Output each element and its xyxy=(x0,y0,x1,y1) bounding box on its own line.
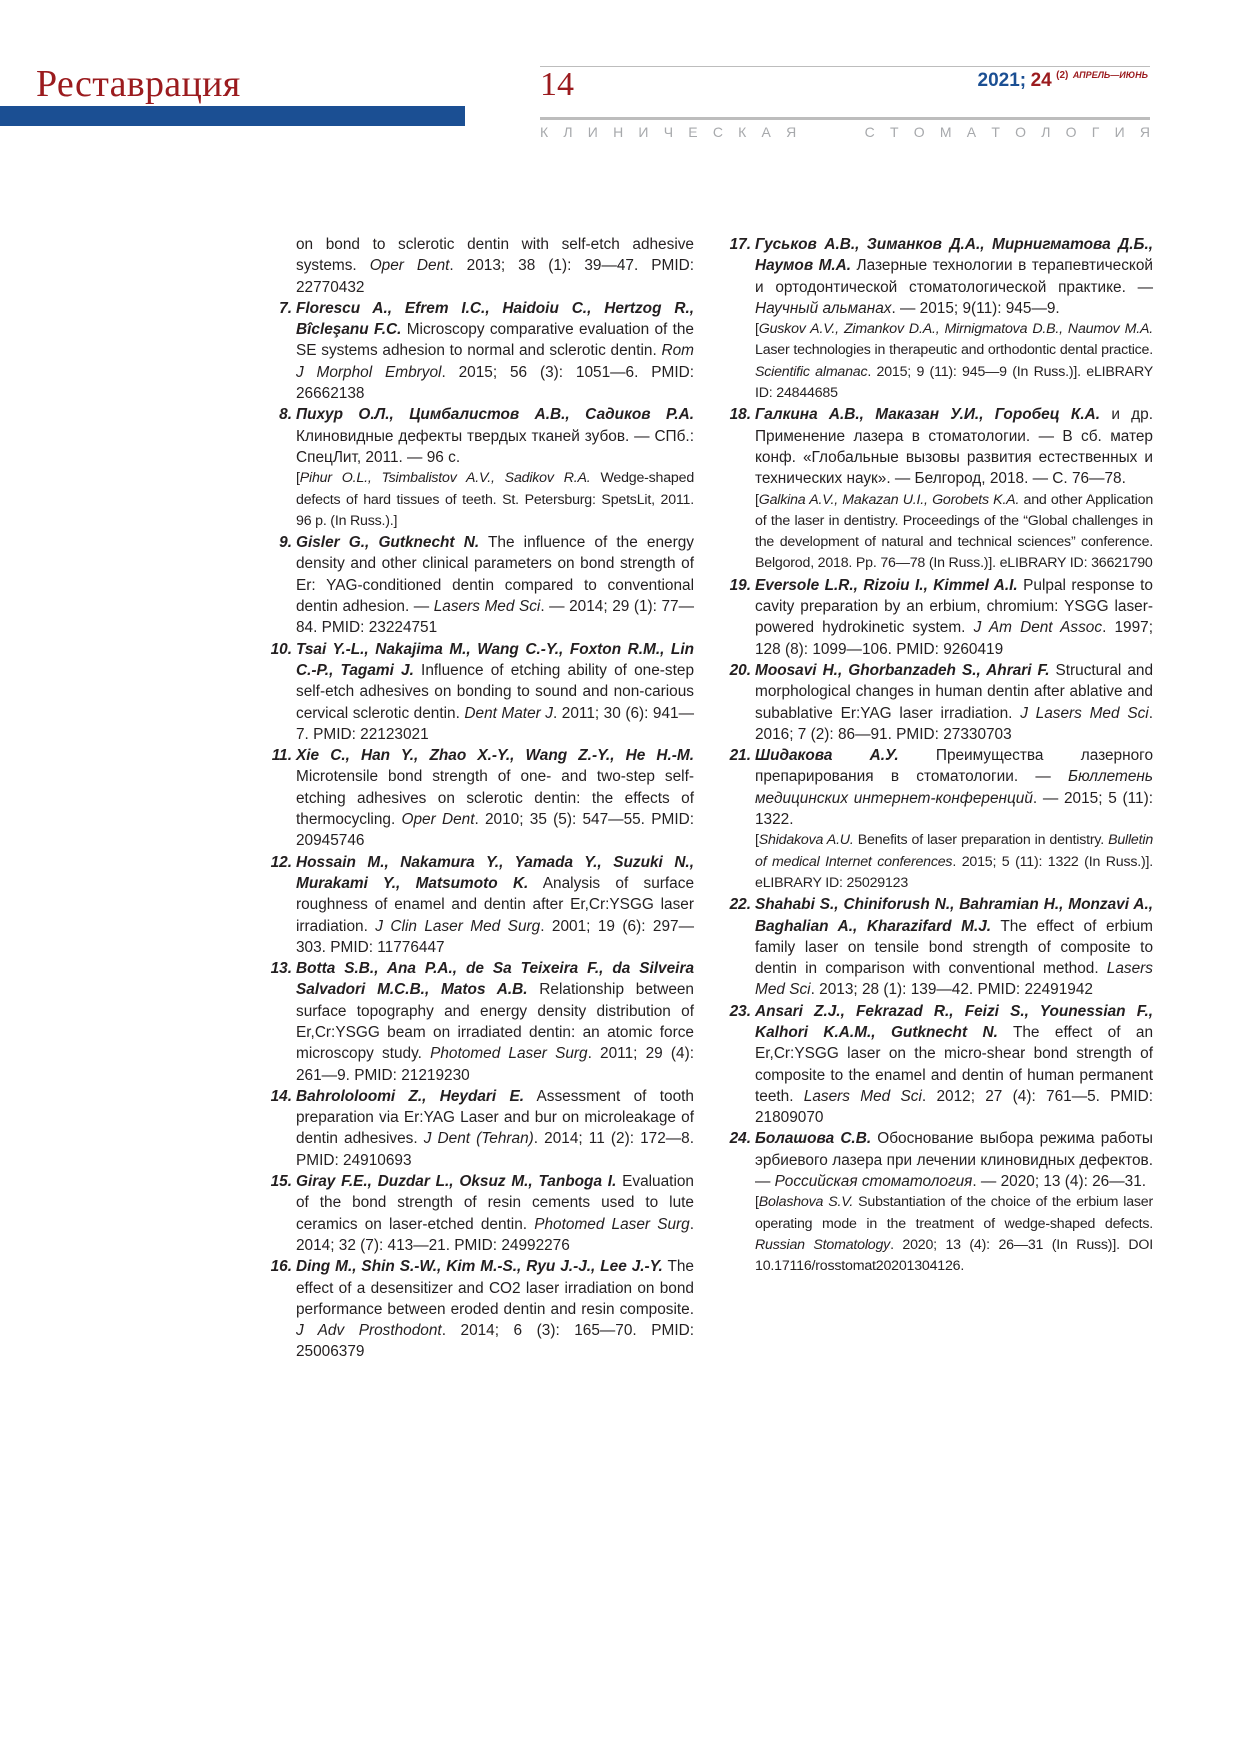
translation-title: Wedge-shaped defects of hard tissues of teeth. St. Petersburg: SpetsLit, 2011. 96 p. (In Russ.).] xyxy=(296,470,695,529)
reference-authors: Florescu A., Efrem I.C., Haidoiu C., Hertzog R., Bîcleşanu F.C. xyxy=(296,299,694,339)
journal-letter: О xyxy=(1015,124,1029,140)
reference-journal: Photomed Laser Surg xyxy=(534,1215,690,1233)
reference-item xyxy=(729,660,1154,745)
reference-authors: Гуськов А.В., Зиманков Д.А., Мирнигматова Д.Б., Наумов М.А. xyxy=(755,236,1153,275)
reference-number: 7. xyxy=(279,299,292,317)
reference-authors: Галкина А.В., Маказан У.И., Горобец К.А. xyxy=(755,406,1101,424)
reference-journal: J Clin Laser Med Surg xyxy=(375,917,541,935)
journal-letter: Я xyxy=(786,124,799,140)
page-number: 14 xyxy=(540,66,574,103)
reference-item xyxy=(729,745,1154,894)
journal-letter: А xyxy=(761,124,773,140)
reference-item xyxy=(729,1001,1153,1129)
translation-bracket: [ xyxy=(296,470,300,487)
reference-authors: Bahrololoomi Z., Heydari E. xyxy=(296,1087,525,1105)
translation-authors: Guskov A.V., Zimankov D.A., Mirnigmatova D.B., Naumov M.A. xyxy=(758,321,1153,338)
reference-title: Relationship between surface topography and energy density distribution of Er,Cr:YSGG beam on irradiated dentin: an atomic force microscopy study. xyxy=(296,981,694,1063)
journal-name xyxy=(540,124,1152,140)
journal-letter: И xyxy=(638,124,651,140)
reference-translation xyxy=(755,830,1153,894)
issue-number: (2) xyxy=(1056,70,1069,81)
reference-authors: Болашова С.В. xyxy=(755,1130,872,1148)
reference-id: PMID: 9260419 xyxy=(896,640,1004,658)
references-right-column xyxy=(729,234,1154,1278)
reference-journal: Photomed Laser Surg xyxy=(430,1045,588,1063)
reference-id: PMID: 21219230 xyxy=(354,1066,470,1084)
journal-letter: Т xyxy=(890,124,901,140)
reference-id: PMID: 22491942 xyxy=(977,981,1093,999)
reference-authors: Botta S.B., Ana P.A., de Sa Teixeira F., da Silveira Salvadori M.C.B., Matos A.B. xyxy=(296,960,694,999)
translation-id: DOI 10.17116/rosstomat20201304126. xyxy=(755,1236,1153,1275)
reference-journal: Lasers Med Sci xyxy=(803,1087,922,1105)
journal-letter: Т xyxy=(991,124,1002,140)
reference-number: 23. xyxy=(729,1002,751,1020)
reference-details: . 2013; 28 (1): 139—42. xyxy=(810,981,978,999)
translation-id: eLIBRARY ID: 24844685 xyxy=(755,363,1153,402)
reference-journal: Бюллетень медицинских интернет-конференций xyxy=(755,768,1153,807)
reference-number: 15. xyxy=(270,1173,292,1191)
section-title: Реставрация xyxy=(36,63,241,105)
journal-letter: Л xyxy=(563,124,575,140)
continuation-journal: Oper Dent xyxy=(369,257,450,275)
reference-title: Evaluation of the bond strength of resin cements used to lute ceramics on laser-etched dentin. xyxy=(296,1173,694,1233)
reference-number: 16. xyxy=(270,1258,292,1276)
reference-number: 8. xyxy=(279,406,292,424)
journal-letter: М xyxy=(939,124,954,140)
reference-details: . 2014; 32 (7): 413—21. xyxy=(296,1215,694,1254)
reference-details: . 2001; 19 (6): 297—303. xyxy=(296,917,695,956)
continuation-pmid: PMID: 22770432 xyxy=(296,257,694,296)
reference-id: PMID: 27330703 xyxy=(896,725,1012,743)
journal-letter: О xyxy=(913,124,927,140)
reference-id: PMID: 24992276 xyxy=(454,1236,570,1254)
reference-details: . — 2020; 13 (4): 26—31. xyxy=(972,1173,1147,1191)
translation-journal: Russian Stomatology xyxy=(755,1236,891,1253)
reference-item xyxy=(279,404,695,532)
reference-number: 20. xyxy=(729,661,751,679)
reference-title: Преимущества лазерного препарирования в стоматологии. — xyxy=(755,747,1153,786)
translation-bracket: [ xyxy=(755,491,759,508)
header-accent-bar xyxy=(0,106,465,126)
reference-authors: Shahabi S., Chiniforush N., Bahramian H., Monzavi A., Baghalian A., Kharazifard M.J. xyxy=(755,896,1153,935)
reference-item xyxy=(729,894,1153,1000)
translation-id: eLIBRARY ID: 36621790 xyxy=(999,555,1153,572)
reference-authors: Eversole L.R., Rizoiu I., Kimmel A.I. xyxy=(755,576,1018,594)
reference-details: . — 2014; 29 (1): 77—84. xyxy=(296,598,695,637)
reference-authors: Ansari Z.J., Fekrazad R., Feizi S., Younessian F., Kalhori K.A.M., Gutknecht N. xyxy=(755,1002,1153,1041)
header-rule-top xyxy=(540,66,1150,67)
reference-authors: Шидакова А.У. xyxy=(755,747,899,765)
journal-letter: О xyxy=(1065,124,1079,140)
reference-item xyxy=(729,575,1153,660)
reference-title: Клиновидные дефекты твердых тканей зубов. — СПб.: СпецЛит, 2011. — 96 с. xyxy=(296,427,694,466)
reference-item xyxy=(270,639,694,745)
reference-item xyxy=(729,1128,1154,1277)
reference-journal: Oper Dent xyxy=(401,811,475,829)
reference-number: 22. xyxy=(729,896,751,914)
reference-authors: Hossain M., Nakamura Y., Yamada Y., Suzuki N., Murakami Y., Matsumoto K. xyxy=(296,853,694,892)
reference-journal: Rom J Morphol Embryol xyxy=(296,342,694,381)
translation-authors: Shidakova A.U. xyxy=(758,832,854,849)
translation-bracket: [ xyxy=(755,832,759,849)
translation-title: Benefits of laser preparation in dentistry. xyxy=(853,832,1109,849)
reference-translation xyxy=(755,1192,1153,1277)
reference-authors: Giray F.E., Duzdar L., Oksuz M., Tanboga I. xyxy=(296,1173,617,1191)
reference-authors: Пихур О.Л., Цимбалистов А.В., Садиков Р.А. xyxy=(296,406,694,424)
journal-letter: С xyxy=(712,124,725,140)
translation-bracket: [ xyxy=(755,1194,759,1211)
reference-id: PMID: 24910693 xyxy=(296,1151,412,1169)
reference-details: . 2012; 27 (4): 761—5. xyxy=(921,1087,1111,1105)
journal-spacer xyxy=(811,124,851,140)
issue-year: 2021; xyxy=(977,70,1027,91)
reference-journal: J Am Dent Assoc xyxy=(973,619,1103,637)
reference-journal: Lasers Med Sci xyxy=(755,960,1153,999)
reference-id: PMID: 22123021 xyxy=(313,725,429,743)
translation-authors: Bolashova S.V. xyxy=(758,1194,854,1211)
translation-journal: Scientific almanac xyxy=(755,363,868,380)
reference-journal: Научный альманах xyxy=(755,299,892,317)
reference-details: . — 2015; 5 (11): 1322. xyxy=(755,789,1153,829)
reference-authors: Xie C., Han Y., Zhao X.-Y., Wang Z.-Y., He H.-M. xyxy=(296,747,694,765)
continuation-details: . 2013; 38 (1): 39—47. xyxy=(449,257,639,275)
reference-id: PMID: 23224751 xyxy=(321,619,438,637)
reference-authors: Ding M., Shin S.-W., Kim M.-S., Ryu J.-J., Lee J.-Y. xyxy=(296,1258,663,1276)
reference-title: Assessment of tooth preparation via Er:YAG Laser and bur on microleakage of dentin adhesives. xyxy=(296,1087,694,1148)
reference-authors: Gisler G., Gutknecht N. xyxy=(296,534,480,552)
reference-authors: Moosavi H., Ghorbanzadeh S., Ahrari F. xyxy=(755,661,1050,679)
reference-number: 17. xyxy=(729,236,751,253)
continuation-text: on bond to sclerotic dentin with self-etch adhesive systems. xyxy=(296,236,694,275)
translation-journal: Bulletin of medical Internet conferences xyxy=(755,832,1154,870)
reference-title: и др. Применение лазера в стоматологии. — В сб. матер конф. «Глобальные вызовы развития естественных и технических наук». — Белгород, 2018. — С. 76—78. xyxy=(755,406,1153,488)
translation-authors: Galkina A.V., Makazan U.I., Gorobets K.A. xyxy=(758,491,1020,508)
journal-letter: Н xyxy=(613,124,626,140)
reference-title: Лазерные технологии в терапевтической и ортодонтической стоматологической практике. — xyxy=(755,257,1153,296)
journal-letter: К xyxy=(540,124,551,140)
reference-item xyxy=(270,1171,694,1256)
reference-details: . 1997; 128 (8): 1099—106. xyxy=(755,619,1153,658)
reference-number: 19. xyxy=(729,576,751,594)
reference-item xyxy=(270,1256,694,1362)
reference-title: Обоснование выбора режима работы эрбиевого лазера при лечении клиновидных дефектов. — xyxy=(755,1130,1153,1191)
reference-journal: Российская стоматология xyxy=(774,1173,973,1191)
reference-id: PMID: 26662138 xyxy=(296,363,694,403)
reference-title: Structural and morphological changes in human dentin after ablative and subablative Er:YAG laser irradiation. xyxy=(755,661,1154,722)
reference-journal: J Dent (Tehran) xyxy=(423,1130,534,1148)
reference-details: . 2014; 6 (3): 165—70. xyxy=(441,1322,652,1340)
reference-number: 10. xyxy=(270,640,292,658)
translation-title: Substantiation of the choice of the erbium laser operating mode in the treatment of wedge-shaped defects. xyxy=(755,1194,1154,1232)
journal-letter: Г xyxy=(1091,124,1102,140)
reference-title: The effect of an Er,Cr:YSGG laser on the micro-shear bond strength of composite to the enamel and dentin of human permanent teeth. xyxy=(755,1023,1153,1105)
reference-number: 13. xyxy=(270,960,292,978)
reference-journal: Lasers Med Sci xyxy=(433,598,541,616)
reference-item xyxy=(729,234,1153,404)
reference-item xyxy=(270,1086,694,1171)
header-rule-bottom xyxy=(540,117,1150,120)
reference-journal: J Adv Prosthodont xyxy=(296,1322,442,1340)
reference-details: . 2011; 30 (6): 941—7. xyxy=(296,704,694,743)
reference-title: Pulpal response to cavity preparation by an erbium, chromium: YSGG laser-powered hydrokinetic system. xyxy=(755,576,1153,637)
reference-details: . 2016; 7 (2): 86—91. xyxy=(755,704,1153,743)
journal-letter: С xyxy=(864,124,877,140)
journal-letter: И xyxy=(587,124,600,140)
reference-number: 11. xyxy=(271,747,292,765)
issue-info xyxy=(978,70,1149,92)
journal-letter: И xyxy=(1114,124,1127,140)
reference-details: . — 2015; 9(11): 945—9. xyxy=(891,299,1060,317)
reference-item xyxy=(271,745,694,851)
reference-id: PMID: 21809070 xyxy=(755,1087,1153,1127)
reference-journal: Dent Mater J xyxy=(464,704,553,722)
reference-authors: Tsai Y.-L., Nakajima M., Wang C.-Y., Foxton R.M., Lin C.-P., Tagami J. xyxy=(296,640,694,679)
journal-letter: А xyxy=(966,124,979,140)
reference-number: 9. xyxy=(279,534,292,552)
reference-journal: J Lasers Med Sci xyxy=(1020,704,1149,722)
reference-id: PMID: 25006379 xyxy=(296,1322,694,1361)
reference-details: . 2015; 56 (3): 1051—6. xyxy=(441,363,652,381)
issue-volume: 24 xyxy=(1030,70,1052,91)
reference-title: Influence of etching ability of one-step self-etch adhesives on bonding to sound and non-carious cervical sclerotic dentin. xyxy=(296,661,694,722)
journal-letter: Л xyxy=(1041,124,1053,140)
reference-item xyxy=(279,532,695,638)
reference-title: The influence of the energy density and other clinical parameters on bond strength of Er: YAG-conditioned dentin compared to conventional dentin adhesion. — xyxy=(296,534,694,616)
reference-item xyxy=(279,298,694,404)
reference-title: Analysis of surface roughness of enamel and dentin after Er,Cr:YSGG laser irradiation. xyxy=(296,874,694,935)
reference-title: Microtensile bond strength of one- and two-step self-etching adhesives on sclerotic dentin: the effects of thermocycling. xyxy=(296,768,694,829)
reference-translation xyxy=(755,319,1153,404)
reference-id: PMID: 20945746 xyxy=(296,811,694,850)
reference-number: 21. xyxy=(729,747,751,765)
reference-continuation xyxy=(296,234,694,298)
reference-item xyxy=(270,852,695,958)
reference-title: The effect of a desensitizer and CO2 laser irradiation on bond performance between eroded dentin and resin composite. xyxy=(296,1258,694,1318)
journal-letter: Я xyxy=(1139,124,1152,140)
reference-number: 14. xyxy=(270,1087,292,1105)
reference-item xyxy=(270,958,694,1086)
translation-details: . 2015; 5 (11): 1322 (In Russ.)]. xyxy=(952,853,1154,870)
translation-bracket: [ xyxy=(755,321,759,338)
reference-translation xyxy=(296,468,694,532)
references-left-column xyxy=(270,234,695,1363)
journal-letter: Ч xyxy=(663,124,676,140)
reference-number: 12. xyxy=(270,853,292,871)
journal-letter: Е xyxy=(688,124,700,140)
reference-translation xyxy=(755,490,1153,575)
translation-id: eLIBRARY ID: 25029123 xyxy=(755,874,909,891)
reference-item xyxy=(729,404,1154,574)
translation-title: and other Application of the laser in dentistry. Proceedings of the “Global challenges in the development of natural and technical sciences” conference. Belgorod, 2018. Pp. 76—78 (In Russ.)]. xyxy=(755,491,1154,572)
reference-id: PMID: 11776447 xyxy=(330,938,445,956)
reference-details: . 2011; 29 (4): 261—9. xyxy=(296,1045,694,1084)
translation-authors: Pihur O.L., Tsimbalistov A.V., Sadikov R.A. xyxy=(299,470,591,487)
translation-details: . 2015; 9 (11): 945—9 (In Russ.)]. xyxy=(867,363,1087,380)
reference-number: 24. xyxy=(729,1130,751,1148)
reference-details: . 2010; 35 (5): 547—55. xyxy=(474,811,652,829)
reference-title: The effect of erbium family laser on tensile bond strength of composite to dentin in comparison with conventional method. xyxy=(755,917,1153,978)
reference-details: . 2014; 11 (2): 172—8. xyxy=(533,1130,694,1148)
issue-months: АПРЕЛЬ—ИЮНЬ xyxy=(1072,70,1148,80)
journal-letter: К xyxy=(738,124,749,140)
reference-number: 18. xyxy=(729,406,751,424)
reference-title: Microscopy comparative evaluation of the SE systems adhesion to normal and sclerotic dentin. xyxy=(296,321,694,360)
translation-details: . 2020; 13 (4): 26—31 (In Russ)]. xyxy=(890,1236,1129,1253)
translation-title: Laser technologies in therapeutic and orthodontic dental practice. xyxy=(755,342,1153,359)
